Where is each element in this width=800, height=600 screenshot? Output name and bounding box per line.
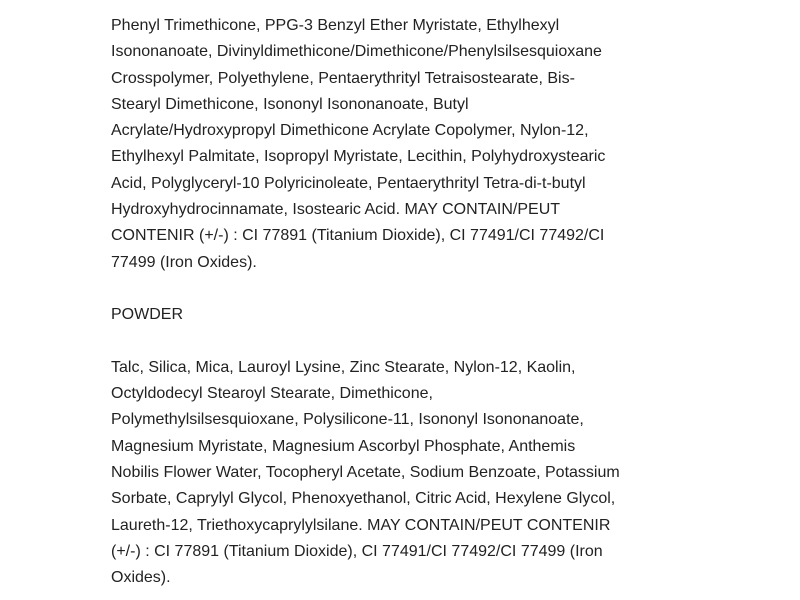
text-line: Acid, Polyglyceryl-10 Polyricinoleate, Pentaerythrityl Tetra-di-t-butyl (111, 174, 586, 192)
text-line: 77499 (Iron Oxides). (111, 253, 257, 271)
text-line: CONTENIR (+/-) : CI 77891 (Titanium Dioxide), CI 77491/CI 77492/CI (111, 227, 605, 245)
ingredients-paragraph-1 (111, 13, 671, 276)
ingredients-text (111, 13, 671, 592)
paragraph-spacer (111, 276, 671, 302)
text-line: (+/-) : CI 77891 (Titanium Dioxide), CI 77491/CI 77492/CI 77499 (Iron (111, 542, 603, 560)
powder-heading-block (111, 302, 671, 328)
text-line: Sorbate, Caprylyl Glycol, Phenoxyethanol, Citric Acid, Hexylene Glycol, (111, 490, 616, 508)
ingredients-paragraph-powder (111, 355, 671, 592)
paragraph-spacer (111, 329, 671, 355)
text-line: Phenyl Trimethicone, PPG-3 Benzyl Ether Myristate, Ethylhexyl (111, 17, 560, 34)
section-heading-powder: POWDER (111, 306, 183, 324)
text-line: Magnesium Myristate, Magnesium Ascorbyl Phosphate, Anthemis (111, 437, 576, 455)
text-line: Crosspolymer, Polyethylene, Pentaerythrityl Tetraisostearate, Bis- (111, 69, 575, 87)
text-line: Octyldodecyl Stearoyl Stearate, Dimethicone, (111, 385, 433, 403)
text-line: Hydroxyhydrocinnamate, Isostearic Acid. MAY CONTAIN/PEUT (111, 201, 561, 219)
text-line: Laureth-12, Triethoxycaprylylsilane. MAY CONTAIN/PEUT CONTENIR (111, 516, 611, 534)
text-line: Talc, Silica, Mica, Lauroyl Lysine, Zinc Stearate, Nylon-12, Kaolin, (111, 358, 576, 376)
text-line: Oxides). (111, 569, 171, 587)
text-line: Acrylate/Hydroxypropyl Dimethicone Acrylate Copolymer, Nylon-12, (111, 122, 589, 140)
text-line: Ethylhexyl Palmitate, Isopropyl Myristate, Lecithin, Polyhydroxystearic (111, 148, 606, 166)
text-line: Polymethylsilsesquioxane, Polysilicone-11, Isononyl Isononanoate, (111, 411, 584, 429)
text-line: Stearyl Dimethicone, Isononyl Isononanoate, Butyl (111, 95, 469, 113)
text-line: Nobilis Flower Water, Tocopheryl Acetate, Sodium Benzoate, Potassium (111, 464, 620, 482)
text-line: Isononanoate, Divinyldimethicone/Dimethicone/Phenylsilsesquioxane (111, 43, 602, 61)
